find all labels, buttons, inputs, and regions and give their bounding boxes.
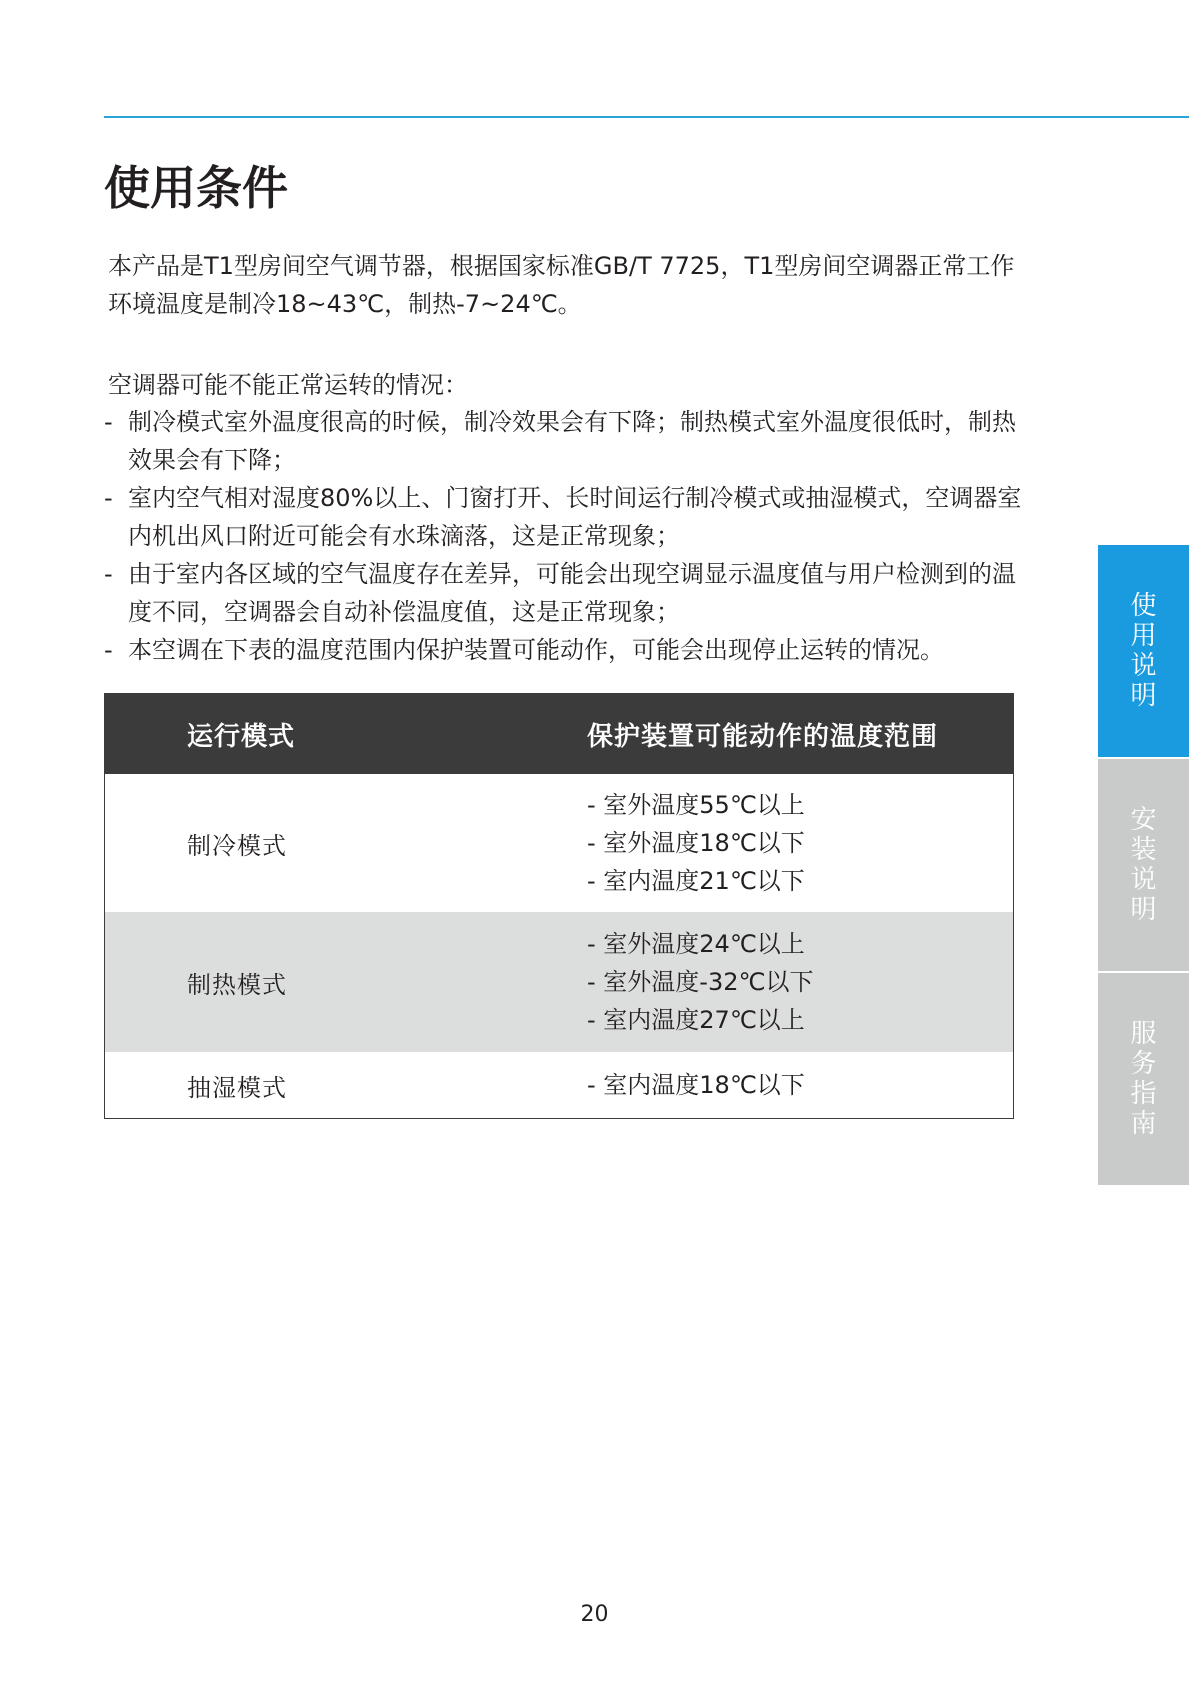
condition-item-1 xyxy=(104,403,1024,479)
condition-item-2 xyxy=(104,479,1024,555)
side-tab-char: 明 xyxy=(1130,681,1157,711)
range-item: - 室内温度18℃以下 xyxy=(587,1071,805,1099)
range-item: - 室外温度24℃以上 xyxy=(587,930,805,958)
condition-text: 制冷模式室外温度很高的时候，制冷效果会有下降；制热模式室外温度很低时，制热效果会有下降； xyxy=(128,408,1016,474)
side-tab-char: 说 xyxy=(1130,865,1157,895)
list-dash: - xyxy=(104,408,113,436)
range-item: - 室外温度-32℃以下 xyxy=(587,968,814,996)
range-item: - 室内温度27℃以上 xyxy=(587,1006,805,1034)
side-tab-char: 用 xyxy=(1130,621,1157,651)
condition-text: 由于室内各区域的空气温度存在差异，可能会出现空调显示温度值与用户检测到的温度不同，空调器会自动补偿温度值，这是正常现象； xyxy=(128,560,1016,626)
side-tab-char: 服 xyxy=(1130,1019,1157,1049)
side-tab-installation[interactable] xyxy=(1098,759,1189,971)
range-cell xyxy=(587,912,1014,1052)
condition-text: 室内空气相对湿度80%以上、门窗打开、长时间运行制冷模式或抽湿模式，空调器室内机出风口附近可能会有水珠滴落，这是正常现象； xyxy=(128,484,1022,550)
table-header-row xyxy=(105,694,1014,775)
condition-item-4 xyxy=(104,631,1024,669)
conditions-list xyxy=(104,403,1024,669)
page-title: 使用条件 xyxy=(104,161,288,215)
range-item: - 室外温度55℃以上 xyxy=(587,791,805,819)
section-side-tabs xyxy=(1098,545,1189,1187)
list-dash: - xyxy=(104,484,113,512)
side-tab-char: 务 xyxy=(1130,1049,1157,1079)
mode-label: 制冷模式 xyxy=(187,831,287,860)
side-tab-char: 使 xyxy=(1130,591,1157,621)
range-item: - 室外温度18℃以下 xyxy=(587,829,805,857)
page-number: 20 xyxy=(580,1602,609,1627)
condition-item-3 xyxy=(104,555,1024,631)
side-tab-char: 指 xyxy=(1130,1079,1157,1109)
mode-label: 制热模式 xyxy=(187,970,287,999)
side-tab-usage[interactable] xyxy=(1098,545,1189,757)
column-header-range: 保护装置可能动作的温度范围 xyxy=(587,694,1014,775)
table-row-dehumidify xyxy=(105,1052,1014,1119)
list-dash: - xyxy=(104,560,113,588)
column-header-mode: 运行模式 xyxy=(105,694,588,775)
side-tab-char: 安 xyxy=(1130,805,1157,835)
condition-text: 本空调在下表的温度范围内保护装置可能动作，可能会出现停止运转的情况。 xyxy=(128,636,944,664)
table-row-cooling xyxy=(105,774,1014,912)
side-tab-service[interactable] xyxy=(1098,973,1189,1185)
intro-paragraph: 本产品是T1型房间空气调节器，根据国家标准GB/T 7725，T1型房间空调器正常工作环境温度是制冷18~43℃，制热-7~24℃。 xyxy=(108,252,1015,318)
protection-temperature-table xyxy=(104,693,1014,1119)
side-tab-char: 说 xyxy=(1130,651,1157,681)
mode-cell xyxy=(105,774,588,912)
table-row-heating xyxy=(105,912,1014,1052)
range-item: - 室内温度21℃以下 xyxy=(587,867,805,895)
range-cell xyxy=(587,1052,1014,1119)
mode-label: 抽湿模式 xyxy=(187,1073,287,1102)
conditions-heading: 空调器可能不能正常运转的情况： xyxy=(108,371,468,399)
range-cell xyxy=(587,774,1014,912)
mode-cell xyxy=(105,1052,588,1119)
side-tab-char: 明 xyxy=(1130,895,1157,925)
side-tab-char: 装 xyxy=(1130,835,1157,865)
side-tab-char: 南 xyxy=(1130,1109,1157,1139)
header-rule xyxy=(104,116,1189,118)
list-dash: - xyxy=(104,636,113,664)
mode-cell xyxy=(105,912,588,1052)
